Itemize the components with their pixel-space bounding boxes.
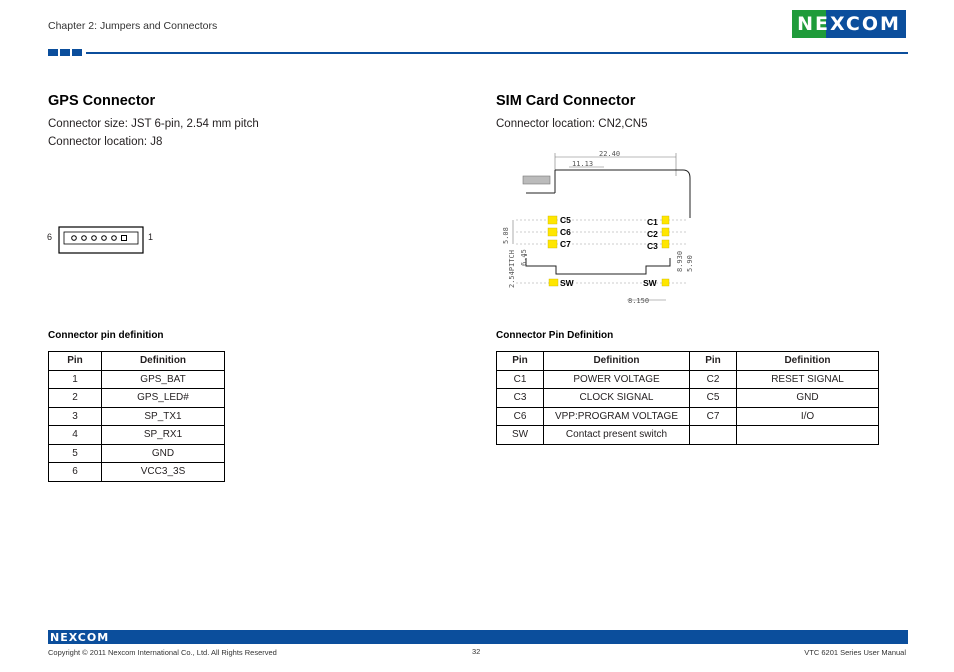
table-header-row	[49, 352, 225, 371]
pin-cell: C2	[690, 370, 737, 389]
footer-bar	[48, 630, 908, 644]
pad-label-c3: C3	[647, 241, 658, 251]
pad-label-c5: C5	[560, 215, 571, 225]
dim-right2-label: 5.90	[686, 255, 694, 272]
dim-left3-label: 6.45	[520, 249, 528, 266]
table-row	[49, 389, 225, 408]
page-number: 32	[472, 647, 481, 656]
definition-cell: VPP:PROGRAM VOLTAGE	[544, 407, 690, 426]
definition-cell: GPS_LED#	[102, 389, 225, 408]
header-square	[72, 49, 82, 56]
definition-cell: SP_RX1	[102, 426, 225, 445]
chapter-title: Chapter 2: Jumpers and Connectors	[48, 20, 218, 32]
copyright-text: Copyright © 2011 Nexcom International Co., Ltd. All Rights Reserved	[48, 648, 277, 657]
footer-logo: NEXCOM	[50, 631, 110, 644]
definition-cell: GPS_BAT	[102, 370, 225, 389]
gps-connector-drawing	[58, 226, 144, 254]
pin-cell: C6	[497, 407, 544, 426]
table-row	[497, 407, 879, 426]
dim-right1-label: 8.930	[676, 250, 684, 272]
definition-cell: I/O	[737, 407, 879, 426]
dim-top-label: 22.40	[599, 150, 621, 158]
pin1-label: 1	[148, 232, 154, 242]
column-header: Pin	[497, 352, 544, 371]
gps-size-text: Connector size: JST 6-pin, 2.54 mm pitch	[48, 118, 259, 130]
pad-label-sw-right: SW	[643, 278, 657, 288]
pin-cell: 6	[49, 463, 102, 482]
pin-cell: 4	[49, 426, 102, 445]
definition-cell: SP_TX1	[102, 407, 225, 426]
sim-location-text: Connector location: CN2,CN5	[496, 118, 648, 130]
gps-title: GPS Connector	[48, 93, 156, 109]
pin-cell: C3	[497, 389, 544, 408]
definition-cell	[737, 426, 879, 445]
pad-label-c7: C7	[560, 239, 571, 249]
pin6-label: 6	[47, 232, 53, 242]
column-header: Definition	[737, 352, 879, 371]
dim-left2-label: 2.54PITCH	[508, 250, 516, 288]
header-rule	[86, 52, 908, 54]
pin-cell	[690, 426, 737, 445]
table-row	[497, 426, 879, 445]
gps-pin-table	[48, 351, 225, 482]
table-row	[49, 463, 225, 482]
header-square	[48, 49, 58, 56]
pin-cell: C1	[497, 370, 544, 389]
dim-inner-label: 11.13	[572, 160, 594, 168]
pin-cell: C5	[690, 389, 737, 408]
pin-cell: 5	[49, 444, 102, 463]
manual-title: VTC 6201 Series User Manual	[804, 648, 906, 657]
pad-label-c2: C2	[647, 229, 658, 239]
dim-bottom-label: 8.150	[628, 297, 650, 305]
pad-label-c6: C6	[560, 227, 571, 237]
column-header: Pin	[49, 352, 102, 371]
nexcom-logo: NEXCOM	[792, 10, 906, 38]
table-row	[49, 426, 225, 445]
pin-cell: 3	[49, 407, 102, 426]
definition-cell: GND	[737, 389, 879, 408]
definition-cell: GND	[102, 444, 225, 463]
pin-cell: SW	[497, 426, 544, 445]
header-square	[60, 49, 70, 56]
table-header-row	[497, 352, 879, 371]
table-row	[497, 389, 879, 408]
definition-cell: RESET SIGNAL	[737, 370, 879, 389]
pin-cell: 1	[49, 370, 102, 389]
sim-title: SIM Card Connector	[496, 93, 636, 109]
sim-pin-table	[496, 351, 879, 445]
table-row	[49, 407, 225, 426]
definition-cell: Contact present switch	[544, 426, 690, 445]
dim-left1-label: 5.08	[502, 227, 510, 244]
pad-label-sw-left: SW	[560, 278, 574, 288]
gps-location-text: Connector location: J8	[48, 136, 163, 148]
pin-cell: C7	[690, 407, 737, 426]
table-row	[49, 444, 225, 463]
column-header: Definition	[102, 352, 225, 371]
pin-cell: 2	[49, 389, 102, 408]
definition-cell: VCC3_3S	[102, 463, 225, 482]
table-row	[497, 370, 879, 389]
sim-table-caption: Connector Pin Definition	[496, 330, 614, 341]
table-row	[49, 370, 225, 389]
pad-label-c1: C1	[647, 217, 658, 227]
sim-connector-drawing	[496, 148, 700, 308]
definition-cell: CLOCK SIGNAL	[544, 389, 690, 408]
gps-table-caption: Connector pin definition	[48, 330, 164, 341]
column-header: Definition	[544, 352, 690, 371]
definition-cell: POWER VOLTAGE	[544, 370, 690, 389]
column-header: Pin	[690, 352, 737, 371]
